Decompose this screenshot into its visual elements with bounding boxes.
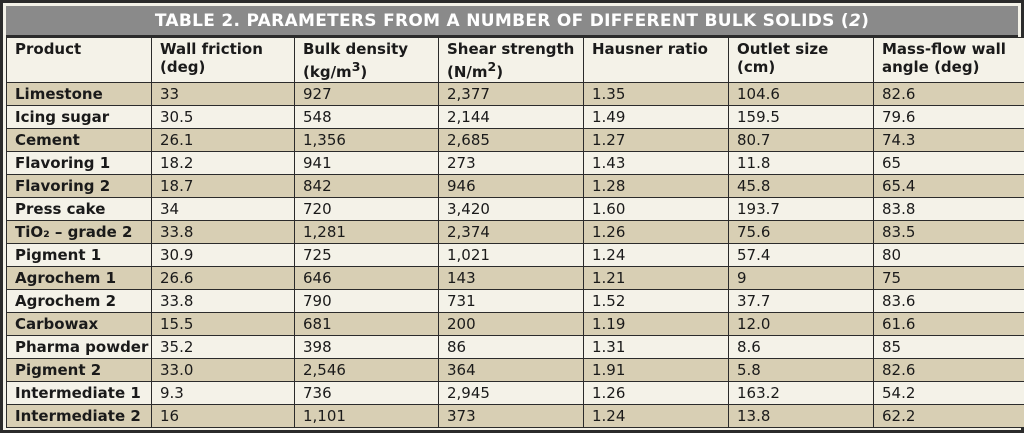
cell-wall-friction: 35.2 — [152, 336, 295, 359]
cell-shear-strength: 946 — [439, 175, 584, 198]
cell-mass-flow-angle: 82.6 — [874, 83, 1024, 106]
cell-outlet-size: 163.2 — [729, 382, 874, 405]
header-mass-flow-angle: Mass-flow wall angle (deg) — [874, 38, 1024, 83]
cell-outlet-size: 193.7 — [729, 198, 874, 221]
table-row — [7, 152, 1024, 175]
table-row — [7, 175, 1024, 198]
table-title-text: TABLE 2. PARAMETERS FROM A NUMBER OF DIFFERENT BULK SOLIDS ( — [154, 10, 849, 31]
cell-bulk-density: 1,101 — [295, 405, 439, 428]
cell-bulk-density: 2,546 — [295, 359, 439, 382]
cell-wall-friction: 16 — [152, 405, 295, 428]
cell-product: Agrochem 1 — [7, 267, 152, 290]
cell-bulk-density: 548 — [295, 106, 439, 129]
cell-outlet-size: 104.6 — [729, 83, 874, 106]
table-row — [7, 221, 1024, 244]
cell-hausner-ratio: 1.28 — [584, 175, 729, 198]
cell-bulk-density: 941 — [295, 152, 439, 175]
cell-mass-flow-angle: 82.6 — [874, 359, 1024, 382]
cell-bulk-density: 681 — [295, 313, 439, 336]
cell-hausner-ratio: 1.35 — [584, 83, 729, 106]
cell-product: Intermediate 1 — [7, 382, 152, 405]
table-row — [7, 313, 1024, 336]
table-row — [7, 267, 1024, 290]
cell-wall-friction: 26.6 — [152, 267, 295, 290]
cell-bulk-density: 842 — [295, 175, 439, 198]
cell-mass-flow-angle: 65.4 — [874, 175, 1024, 198]
header-shear-strength: Shear strength $(N/m^2)$ — [439, 38, 584, 83]
cell-shear-strength: 731 — [439, 290, 584, 313]
table-row — [7, 382, 1024, 405]
cell-product: Icing sugar — [7, 106, 152, 129]
cell-hausner-ratio: 1.60 — [584, 198, 729, 221]
header-row — [7, 38, 1024, 83]
cell-hausner-ratio: 1.24 — [584, 244, 729, 267]
cell-product: Agrochem 2 — [7, 290, 152, 313]
cell-shear-strength: 364 — [439, 359, 584, 382]
header-wall-friction: Wall friction (deg) — [152, 38, 295, 83]
cell-hausner-ratio: 1.27 — [584, 129, 729, 152]
table-title-reference: 2 — [848, 10, 862, 31]
cell-hausner-ratio: 1.26 — [584, 221, 729, 244]
cell-wall-friction: 26.1 — [152, 129, 295, 152]
cell-product: Pigment 1 — [7, 244, 152, 267]
cell-product: Pigment 2 — [7, 359, 152, 382]
cell-shear-strength: 273 — [439, 152, 584, 175]
cell-bulk-density: 927 — [295, 83, 439, 106]
cell-hausner-ratio: 1.24 — [584, 405, 729, 428]
table-row — [7, 359, 1024, 382]
cell-hausner-ratio: 1.91 — [584, 359, 729, 382]
cell-outlet-size: 75.6 — [729, 221, 874, 244]
cell-wall-friction: 15.5 — [152, 313, 295, 336]
cell-hausner-ratio: 1.43 — [584, 152, 729, 175]
cell-outlet-size: 12.0 — [729, 313, 874, 336]
cell-shear-strength: 2,144 — [439, 106, 584, 129]
cell-wall-friction: 33.8 — [152, 290, 295, 313]
cell-product: Intermediate 2 — [7, 405, 152, 428]
cell-hausner-ratio: 1.19 — [584, 313, 729, 336]
table-title — [6, 6, 1018, 37]
cell-hausner-ratio: 1.49 — [584, 106, 729, 129]
table-row — [7, 336, 1024, 359]
cell-bulk-density: 736 — [295, 382, 439, 405]
cell-shear-strength: 373 — [439, 405, 584, 428]
cell-mass-flow-angle: 75 — [874, 267, 1024, 290]
cell-mass-flow-angle: 74.3 — [874, 129, 1024, 152]
cell-bulk-density: 720 — [295, 198, 439, 221]
cell-outlet-size: 57.4 — [729, 244, 874, 267]
cell-mass-flow-angle: 61.6 — [874, 313, 1024, 336]
cell-outlet-size: 159.5 — [729, 106, 874, 129]
cell-bulk-density: 1,356 — [295, 129, 439, 152]
cell-outlet-size: 8.6 — [729, 336, 874, 359]
cell-bulk-density: 790 — [295, 290, 439, 313]
table-row — [7, 106, 1024, 129]
table-row — [7, 198, 1024, 221]
cell-wall-friction: 18.7 — [152, 175, 295, 198]
cell-mass-flow-angle: 79.6 — [874, 106, 1024, 129]
cell-wall-friction: 18.2 — [152, 152, 295, 175]
cell-hausner-ratio: 1.26 — [584, 382, 729, 405]
cell-shear-strength: 200 — [439, 313, 584, 336]
cell-hausner-ratio: 1.21 — [584, 267, 729, 290]
cell-bulk-density: 1,281 — [295, 221, 439, 244]
cell-outlet-size: 9 — [729, 267, 874, 290]
cell-product: Cement — [7, 129, 152, 152]
cell-mass-flow-angle: 54.2 — [874, 382, 1024, 405]
cell-bulk-density: 646 — [295, 267, 439, 290]
cell-outlet-size: 45.8 — [729, 175, 874, 198]
cell-outlet-size: 13.8 — [729, 405, 874, 428]
table-title-suffix: ) — [861, 10, 870, 31]
cell-shear-strength: 3,420 — [439, 198, 584, 221]
cell-wall-friction: 9.3 — [152, 382, 295, 405]
cell-wall-friction: 30.9 — [152, 244, 295, 267]
cell-shear-strength: 143 — [439, 267, 584, 290]
cell-outlet-size: 80.7 — [729, 129, 874, 152]
table-row — [7, 405, 1024, 428]
cell-wall-friction: 30.5 — [152, 106, 295, 129]
cell-product: Flavoring 2 — [7, 175, 152, 198]
header-hausner-ratio: Hausner ratio — [584, 38, 729, 83]
cell-outlet-size: 37.7 — [729, 290, 874, 313]
cell-shear-strength: 2,374 — [439, 221, 584, 244]
table-body — [7, 83, 1024, 428]
cell-outlet-size: 5.8 — [729, 359, 874, 382]
cell-wall-friction: 34 — [152, 198, 295, 221]
cell-mass-flow-angle: 62.2 — [874, 405, 1024, 428]
cell-shear-strength: 2,945 — [439, 382, 584, 405]
table-row — [7, 290, 1024, 313]
header-bulk-density: Bulk density $(kg/m^3)$ — [295, 38, 439, 83]
cell-mass-flow-angle: 80 — [874, 244, 1024, 267]
table-row — [7, 244, 1024, 267]
header-product: Product — [7, 38, 152, 83]
cell-shear-strength: 2,685 — [439, 129, 584, 152]
cell-mass-flow-angle: 83.8 — [874, 198, 1024, 221]
table-row — [7, 129, 1024, 152]
cell-product: Flavoring 1 — [7, 152, 152, 175]
header-outlet-size: Outlet size (cm) — [729, 38, 874, 83]
cell-product: Carbowax — [7, 313, 152, 336]
cell-mass-flow-angle: 83.5 — [874, 221, 1024, 244]
cell-mass-flow-angle: 85 — [874, 336, 1024, 359]
cell-outlet-size: 11.8 — [729, 152, 874, 175]
cell-wall-friction: 33.0 — [152, 359, 295, 382]
bulk-solids-table — [6, 37, 1024, 428]
cell-product: Limestone — [7, 83, 152, 106]
cell-wall-friction: 33 — [152, 83, 295, 106]
cell-shear-strength: 2,377 — [439, 83, 584, 106]
cell-hausner-ratio: 1.31 — [584, 336, 729, 359]
cell-hausner-ratio: 1.52 — [584, 290, 729, 313]
cell-mass-flow-angle: 83.6 — [874, 290, 1024, 313]
cell-wall-friction: 33.8 — [152, 221, 295, 244]
cell-bulk-density: 398 — [295, 336, 439, 359]
cell-product: TiO₂ – grade 2 — [7, 221, 152, 244]
table-row — [7, 83, 1024, 106]
cell-product: Pharma powder — [7, 336, 152, 359]
cell-product: Press cake — [7, 198, 152, 221]
cell-shear-strength: 86 — [439, 336, 584, 359]
cell-mass-flow-angle: 65 — [874, 152, 1024, 175]
cell-bulk-density: 725 — [295, 244, 439, 267]
cell-shear-strength: 1,021 — [439, 244, 584, 267]
